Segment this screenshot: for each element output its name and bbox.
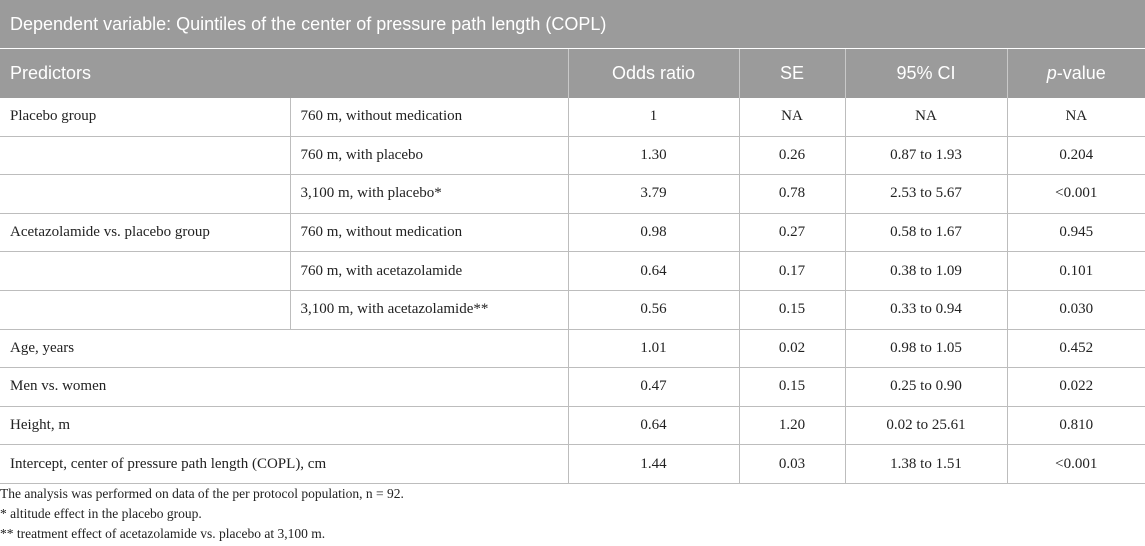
cell-ci: 1.38 to 1.51 (845, 445, 1007, 484)
footnote: ** treatment effect of acetazolamide vs. placebo at 3,100 m. (0, 526, 326, 541)
header-p-rest: -value (1056, 63, 1106, 83)
cell-se: 0.03 (739, 445, 845, 484)
cell-p-value: 0.022 (1007, 368, 1145, 407)
cell-ci: 0.87 to 1.93 (845, 136, 1007, 175)
cell-odds-ratio: 0.47 (568, 368, 739, 407)
header-se: SE (739, 49, 845, 99)
cell-ci: 0.38 to 1.09 (845, 252, 1007, 291)
cell-ci: 2.53 to 5.67 (845, 175, 1007, 214)
cell-se: 0.15 (739, 290, 845, 329)
cell-se: 0.26 (739, 136, 845, 175)
row-condition: 760 m, without medication (290, 213, 568, 252)
header-ci: 95% CI (845, 49, 1007, 99)
cell-odds-ratio: 1.44 (568, 445, 739, 484)
header-predictors: Predictors (0, 49, 568, 99)
cell-se: 0.78 (739, 175, 845, 214)
cell-ci: 0.25 to 0.90 (845, 368, 1007, 407)
cell-p-value: NA (1007, 98, 1145, 136)
header-p-value (1007, 49, 1145, 99)
row-group (0, 175, 290, 214)
cell-odds-ratio: 1.30 (568, 136, 739, 175)
cell-odds-ratio: 0.56 (568, 290, 739, 329)
row-predictor: Men vs. women (0, 368, 568, 407)
cell-odds-ratio: 0.64 (568, 406, 739, 445)
table-row (0, 329, 1145, 368)
header-p-italic: p (1046, 63, 1057, 83)
table-row (0, 252, 1145, 291)
cell-se: 0.02 (739, 329, 845, 368)
row-group (0, 136, 290, 175)
table-title-row (0, 0, 1145, 49)
table-row (0, 98, 1145, 136)
header-odds-ratio: Odds ratio (568, 49, 739, 99)
cell-p-value: 0.101 (1007, 252, 1145, 291)
table-row (0, 175, 1145, 214)
cell-p-value: 0.945 (1007, 213, 1145, 252)
table-footnotes (0, 484, 1145, 544)
cell-se: 1.20 (739, 406, 845, 445)
cell-p-value: <0.001 (1007, 445, 1145, 484)
row-group: Placebo group (0, 98, 290, 136)
cell-ci: 0.33 to 0.94 (845, 290, 1007, 329)
table-row (0, 213, 1145, 252)
cell-ci: NA (845, 98, 1007, 136)
row-predictor: Age, years (0, 329, 568, 368)
cell-p-value: 0.452 (1007, 329, 1145, 368)
cell-odds-ratio: 1.01 (568, 329, 739, 368)
table-title: Dependent variable: Quintiles of the center of pressure path length (COPL) (0, 0, 1145, 49)
cell-se: 0.17 (739, 252, 845, 291)
cell-ci: 0.02 to 25.61 (845, 406, 1007, 445)
cell-p-value: 0.810 (1007, 406, 1145, 445)
cell-se: 0.27 (739, 213, 845, 252)
footnote: * altitude effect in the placebo group. (0, 506, 202, 521)
cell-odds-ratio: 3.79 (568, 175, 739, 214)
row-condition: 760 m, with placebo (290, 136, 568, 175)
cell-ci: 0.58 to 1.67 (845, 213, 1007, 252)
row-group (0, 290, 290, 329)
row-condition: 3,100 m, with acetazolamide** (290, 290, 568, 329)
cell-p-value: <0.001 (1007, 175, 1145, 214)
cell-odds-ratio: 1 (568, 98, 739, 136)
footnote: The analysis was performed on data of the per protocol population, n = 92. (0, 486, 404, 501)
cell-p-value: 0.030 (1007, 290, 1145, 329)
table-row (0, 136, 1145, 175)
table-header-row (0, 49, 1145, 99)
cell-odds-ratio: 0.64 (568, 252, 739, 291)
cell-se: 0.15 (739, 368, 845, 407)
table-row (0, 445, 1145, 484)
cell-odds-ratio: 0.98 (568, 213, 739, 252)
cell-se: NA (739, 98, 845, 136)
table-row (0, 368, 1145, 407)
cell-ci: 0.98 to 1.05 (845, 329, 1007, 368)
row-group: Acetazolamide vs. placebo group (0, 213, 290, 252)
cell-p-value: 0.204 (1007, 136, 1145, 175)
row-group (0, 252, 290, 291)
row-predictor: Intercept, center of pressure path length (COPL), cm (0, 445, 568, 484)
table-row (0, 406, 1145, 445)
row-predictor: Height, m (0, 406, 568, 445)
row-condition: 760 m, without medication (290, 98, 568, 136)
table-row (0, 290, 1145, 329)
row-condition: 3,100 m, with placebo* (290, 175, 568, 214)
row-condition: 760 m, with acetazolamide (290, 252, 568, 291)
